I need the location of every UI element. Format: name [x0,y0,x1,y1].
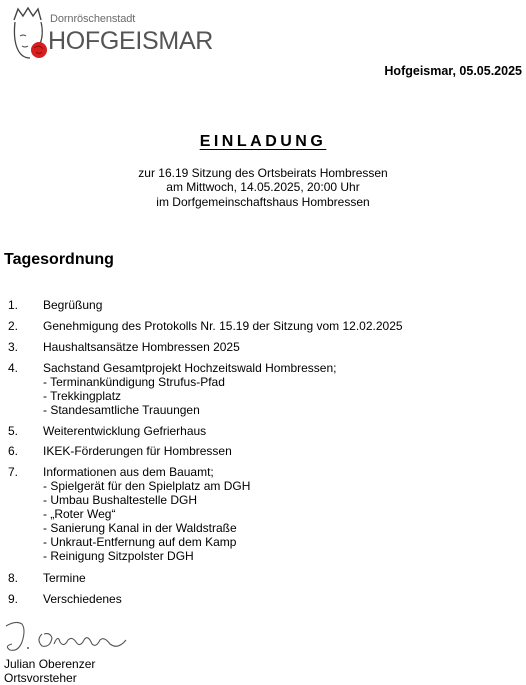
agenda-item-number: 9. [8,592,19,606]
agenda-item [8,319,518,340]
agenda-item-text: Sachstand Gesamtprojekt Hochzeitswald Hombressen; [43,361,337,375]
agenda-subitem: - Standesamtliche Trauungen [43,403,200,417]
agenda-item-number: 7. [8,465,19,479]
agenda-item-text: Informationen aus dem Bauamt; [43,465,214,479]
agenda-item-number: 6. [8,444,19,458]
logo-subtitle: Dornröschenstadt [50,13,136,25]
agenda-item [8,298,518,319]
invitation-line-3: im Dorfgemeinschaftshaus Hombressen [156,195,370,209]
signatory-role: Ortsvorsteher [4,671,77,685]
logo-wordmark: HOFGEISMAR [48,27,214,55]
agenda-subitem: - Terminankündigung Strufus-Pfad [43,375,225,389]
agenda-item-text: Verschiedenes [43,592,122,606]
agenda-item [8,465,518,571]
agenda-subitem: - Sanierung Kanal in der Waldstraße [43,521,237,535]
agenda-item [8,592,518,613]
agenda-item-number: 8. [8,571,19,585]
agenda-item-text: Genehmigung des Protokolls Nr. 15.19 der Sitzung vom 12.02.2025 [43,319,403,333]
agenda-subitem: - „Roter Weg“ [43,507,116,521]
agenda-subitem: - Umbau Bushaltestelle DGH [43,493,198,507]
agenda-item-text: Weiterentwicklung Gefrierhaus [43,424,207,438]
agenda-item-number: 4. [8,361,19,375]
agenda-item-number: 5. [8,424,19,438]
invitation-line-1: zur 16.19 Sitzung des Ortsbeirats Hombressen [138,166,388,180]
agenda-list [8,298,518,613]
agenda-subitem: - Unkraut-Entfernung auf dem Kamp [43,535,237,549]
agenda-item-text: Termine [43,571,86,585]
agenda-item [8,571,518,592]
place-date: Hofgeismar, 05.05.2025 [384,64,522,78]
agenda-item [8,424,518,444]
agenda-item [8,444,518,465]
handwritten-signature [0,618,140,658]
agenda-subitem: - Trekkingplatz [43,389,122,403]
agenda-heading: Tagesordnung [4,251,114,268]
city-logo [8,6,214,64]
agenda-item [8,361,518,424]
agenda-item-text: IKEK-Förderungen für Hombressen [43,444,232,458]
agenda-item-number: 1. [8,298,19,312]
agenda-item-text: Begrüßung [43,298,103,312]
signatory-name: Julian Oberenzer [4,657,96,671]
invitation-line-2: am Mittwoch, 14.05.2025, 20:00 Uhr [166,180,360,194]
agenda-item-number: 2. [8,319,19,333]
princess-rose-icon [8,6,48,62]
agenda-item-text: Haushaltsansätze Hombressen 2025 [43,340,240,354]
agenda-item-text-block [43,361,336,417]
agenda-item [8,340,518,361]
agenda-item-number: 3. [8,340,19,354]
agenda-subitem: - Spielgerät für den Spielplatz am DGH [43,479,251,493]
agenda-item-text-block [43,465,250,563]
document-title: EINLADUNG [199,133,327,150]
agenda-subitem: - Reinigung Sitzpolster DGH [43,549,194,563]
